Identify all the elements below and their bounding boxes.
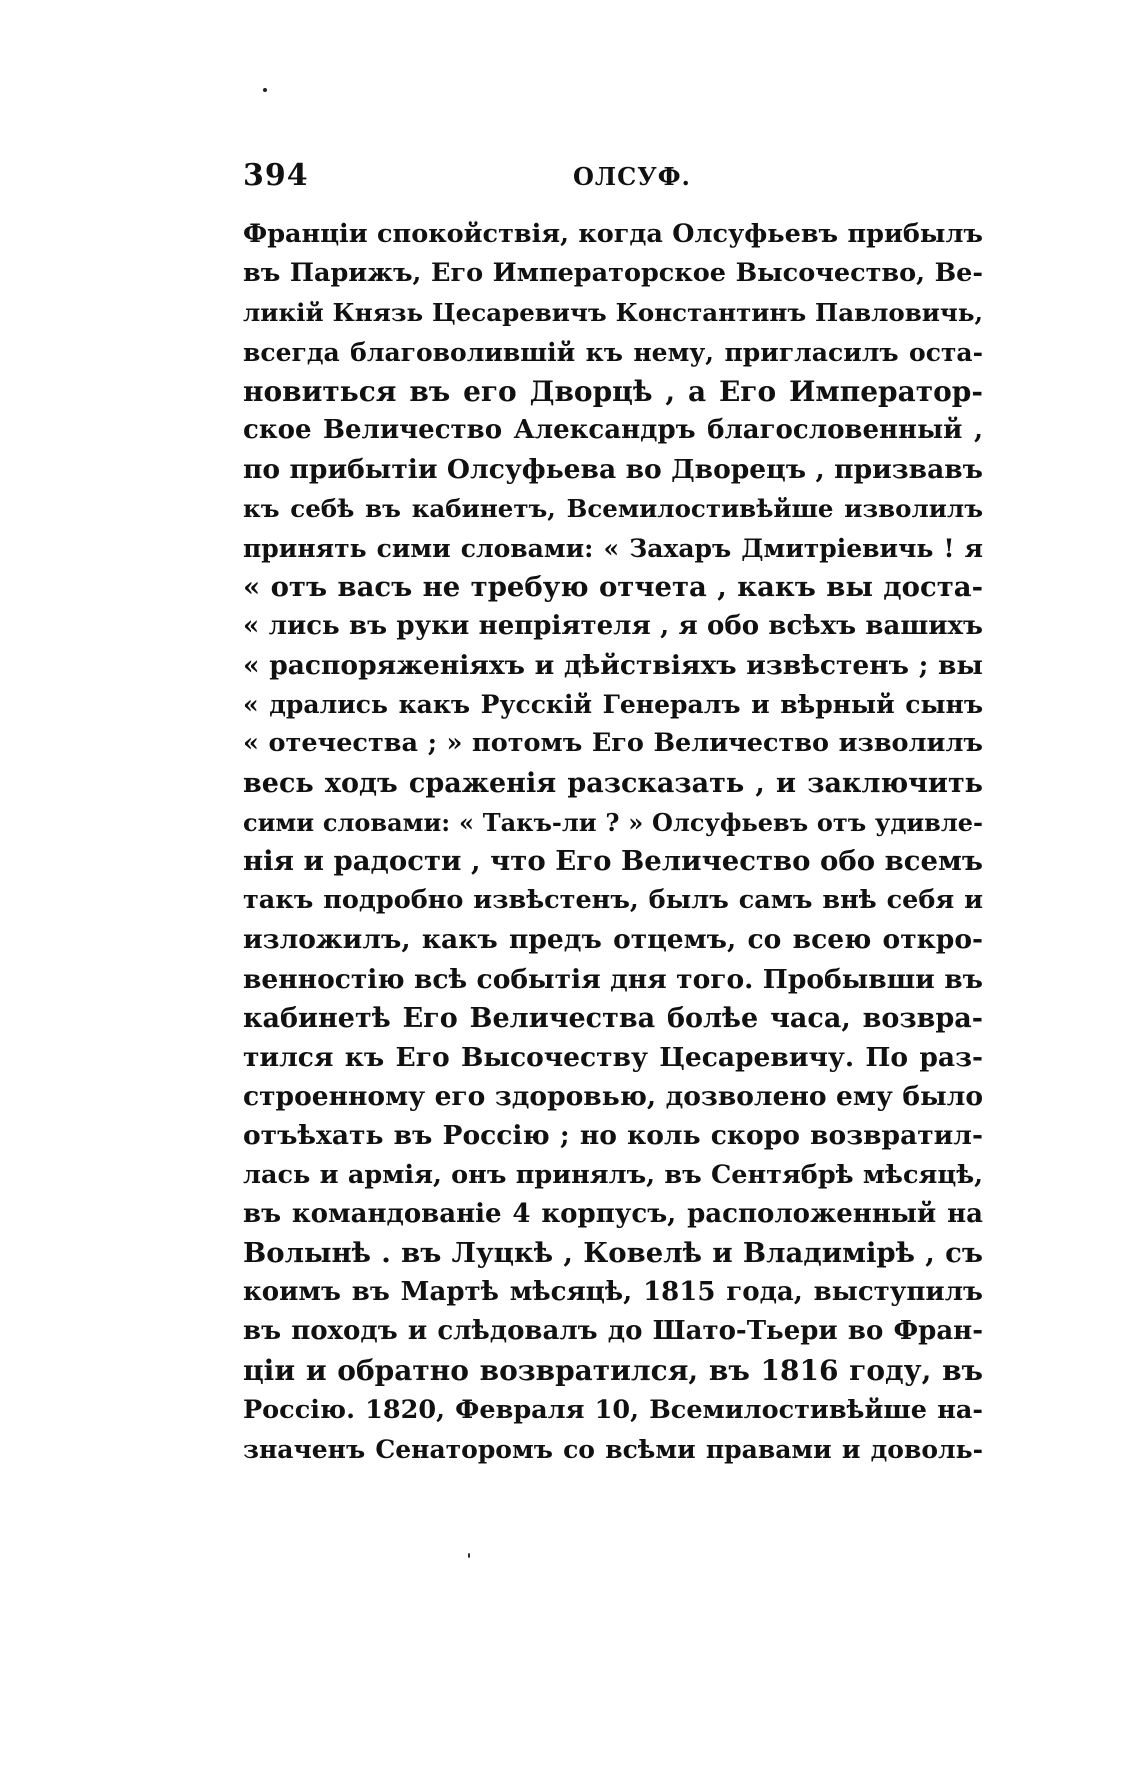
page-number: 394 — [243, 158, 309, 193]
page-header — [243, 158, 691, 198]
text-line-13: « дрались какъ Русскій Генералъ и вѣрный сынъ — [243, 690, 983, 720]
text-line-31: Россію. 1820, Февраля 10, Всемилостивѣйше на- — [243, 1394, 983, 1425]
text-line-8: къ себѣ въ кабинетъ, Всемилостивѣйше изволилъ — [243, 494, 983, 524]
text-line-11: « лись въ руки непріятеля , я обо всѣхъ вашихъ — [243, 610, 983, 641]
text-line-6: ское Величество Александръ благословенный , — [243, 414, 983, 445]
text-line-29: въ походъ и слѣдовалъ до Шато-Тьери во Фран- — [243, 1316, 983, 1347]
text-line-10: « отъ васъ не требую отчета , какъ вы доста- — [243, 570, 983, 603]
text-line-17: нія и радости , что Его Величество обо всемъ — [243, 845, 983, 877]
text-line-25: лась и армія, онъ принялъ, въ Сентябрѣ мѣсяцѣ, — [243, 1159, 983, 1190]
text-line-7: по прибытіи Олсуфьева во Дворецъ , призвавъ — [243, 454, 983, 486]
text-line-32: значенъ Сенаторомъ со всѣми правами и доволь- — [243, 1434, 983, 1464]
text-line-16: сими словами: « Такъ-ли ? » Олсуфьевъ отъ удивле- — [243, 807, 983, 837]
text-line-4: всегда благоволившій къ нему, пригласилъ оста- — [243, 337, 983, 367]
text-line-12: « распоряженіяхъ и дѣйствіяхъ извѣстенъ ; вы — [243, 650, 983, 682]
text-line-26: въ командованіе 4 корпусъ, расположенный на — [243, 1198, 983, 1229]
ink-speck-bottom — [468, 1553, 470, 1558]
text-line-19: изложилъ, какъ предъ отцемъ, со всею откро- — [243, 924, 983, 956]
text-line-22: тился къ Его Высочеству Цесаревичу. По раз- — [243, 1041, 983, 1073]
text-line-28: коимъ въ Мартѣ мѣсяцѣ, 1815 года, выступилъ — [243, 1277, 983, 1308]
text-line-3: ликій Князь Цесаревичъ Константинъ Павловичь, — [243, 298, 983, 328]
ink-speck-top — [263, 88, 267, 92]
text-line-14: « отечества ; » потомъ Его Величество изволилъ — [243, 728, 983, 759]
text-line-20: венностію всѣ событія дня того. Пробывши въ — [243, 963, 983, 995]
text-line-9: принять сими словами: « Захаръ Дмитріевичь ! я — [243, 533, 983, 563]
text-line-21: кабинетѣ Его Величества болѣе часа, возвра- — [243, 1002, 983, 1034]
text-line-18: такъ подробно извѣстенъ, былъ самъ внѣ себя и — [243, 885, 983, 916]
text-line-23: строенному его здоровью, дозволено ему было — [243, 1081, 983, 1113]
body-text — [243, 215, 983, 1469]
text-line-24: отъѣхать въ Россію ; но коль скоро возвратил- — [243, 1120, 983, 1152]
text-line-2: въ Парижъ, Его Императорское Высочество, Ве- — [243, 258, 983, 289]
text-line-27: Волынѣ . въ Луцкѣ , Ковелѣ и Владимірѣ , съ — [243, 1236, 983, 1269]
text-line-30: ціи и обратно возвратился, въ 1816 году, въ — [243, 1354, 983, 1388]
text-line-15: весь ходъ сраженія разсказать , и заключить — [243, 767, 983, 799]
text-line-5: новиться въ его Дворцѣ , а Его Император- — [243, 374, 983, 408]
running-head: ОЛСУФ. — [573, 162, 691, 191]
text-line-1: Франціи спокойствія, когда Олсуфьевъ прибылъ — [243, 219, 983, 249]
